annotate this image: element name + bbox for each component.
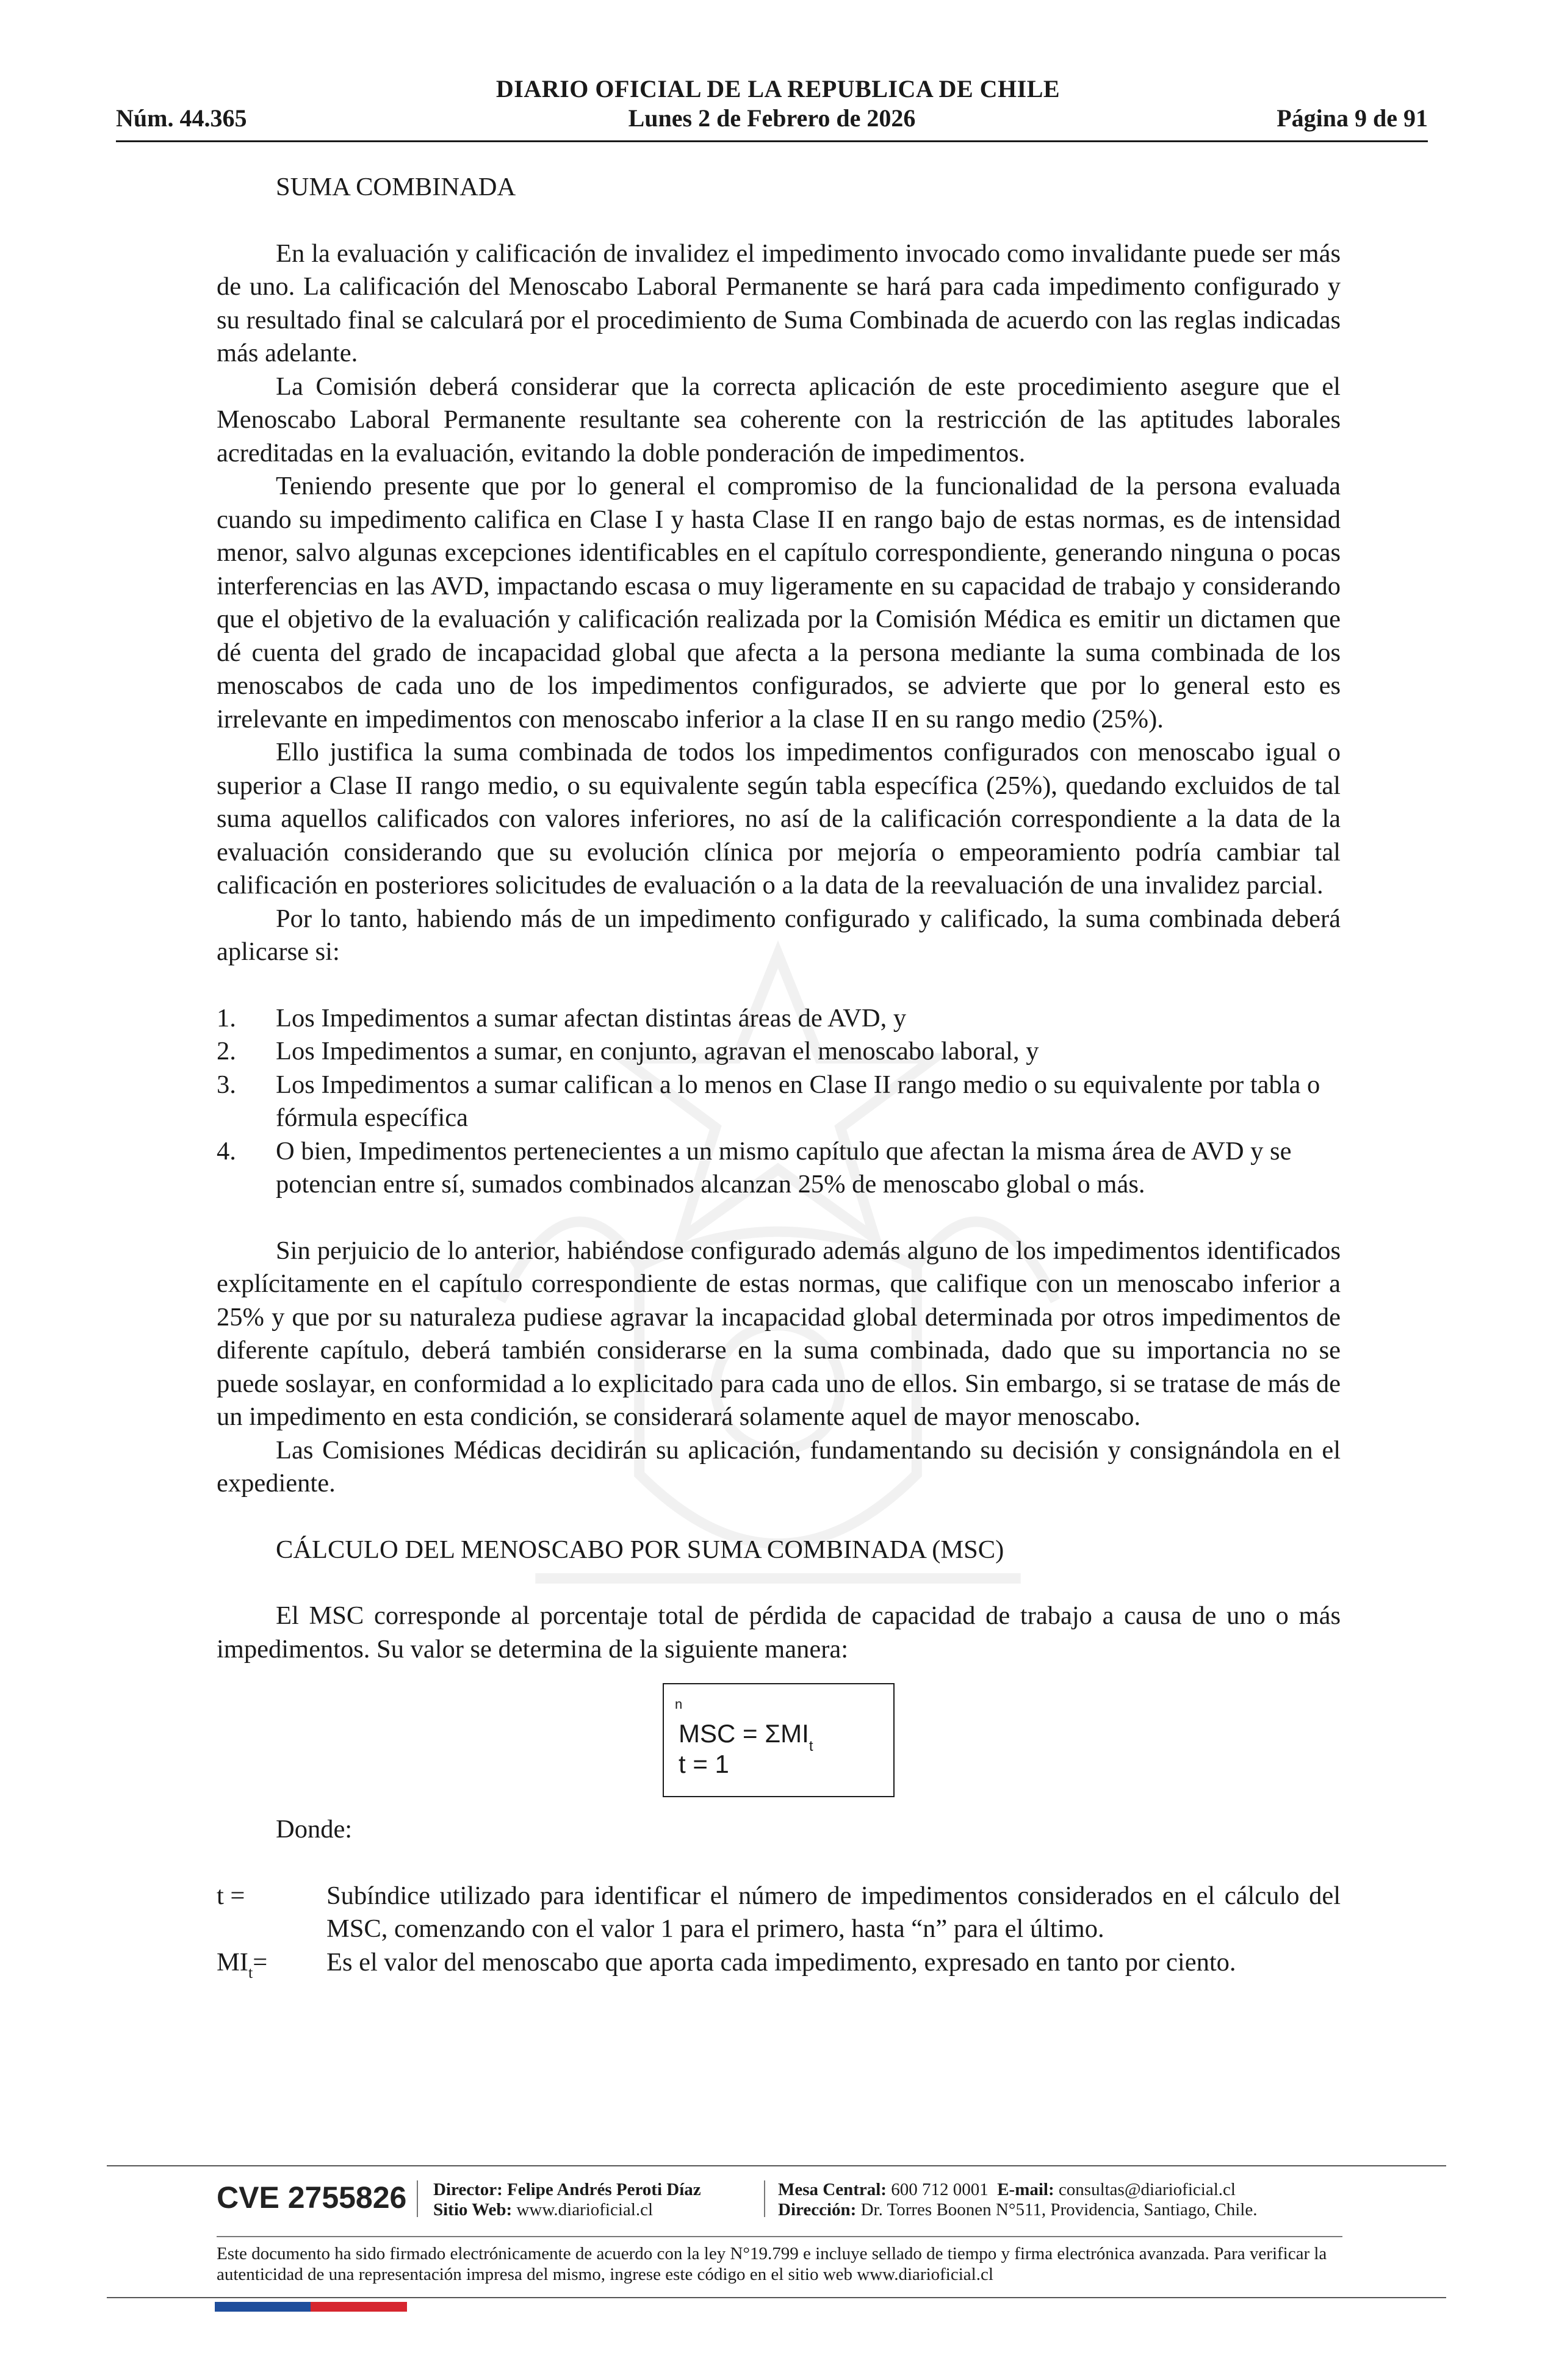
paragraph: El MSC corresponde al porcentaje total de pérdida de capacidad de trabajo a causa de uno o más impedimentos. Su valor se determina de la siguiente manera: — [217, 1601, 1341, 1664]
footer-separator — [764, 2180, 765, 2217]
formula-container — [217, 1683, 1341, 1797]
msc-formula-box — [663, 1683, 895, 1797]
conditions-list — [217, 1002, 1341, 1202]
definition-row — [217, 1880, 1341, 1946]
sum-lower-limit: t = 1 — [679, 1750, 729, 1778]
issue-date: Lunes 2 de Febrero de 2026 — [628, 104, 916, 132]
formula-expression: MSC = $\Sigma MI_t$ — [679, 1719, 813, 1754]
legal-notice: Este documento ha sido firmado electrónicamente de acuerdo con la ley N°19.799 e incluye sellado de tiempo y firma electrónica avanzada. Para verificar la autenticidad de una representación impresa del mismo, ingrese este código en el sitio web www.diarioficial.cl — [217, 2244, 1327, 2284]
list-item: 4. O bien, Impedimentos pertenecientes a un mismo capítulo que afectan la misma área de AVD y se potencian entre sí, sumados combinados alcanzan 25% de menoscabo global o más. — [217, 1136, 1292, 1199]
footer-divider-top — [107, 2165, 1446, 2166]
paragraph: Sin perjuicio de lo anterior, habiéndose configurado además alguno de los impedimentos identificados explícitamente en el capítulo correspondiente de estas normas, que califique con un menoscabo inferior a 25% y que por su naturaleza pudiese agravar la incapacidad global determinada por otros impedimentos de diferente capítulo, deberá también considerarse en la suma combinada, dado que su importancia no se puede soslayar, en conformidad a lo explicitado para cada uno de ellos. Sin embargo, si se tratase de más de un impedimento en esta condición, se considerará solamente aquel de mayor menoscabo. — [217, 1236, 1341, 1431]
header-row — [116, 104, 1428, 135]
issue-number: Núm. 44.365 — [116, 104, 247, 132]
definitions-list — [217, 1880, 1341, 1990]
site-link[interactable]: www.diarioficial.cl — [516, 2200, 654, 2220]
footer-separator — [417, 2180, 418, 2217]
page-number: Página 9 de 91 — [1277, 104, 1428, 132]
list-item: 3. Los Impedimentos a sumar califican a lo menos en Clase II rango medio o su equivalente por tabla o fórmula específica — [217, 1070, 1320, 1132]
paragraph: En la evaluación y calificación de invalidez el impedimento invocado como invalidante puede ser más de uno. La calificación del Menoscabo Laboral Permanente se hará para cada impedimento configurado y su resultado final se calculará por el procedimiento de Suma Combinada de acuerdo con las reglas indicadas más adelante. — [217, 239, 1341, 367]
footer-divider-bottom — [107, 2297, 1446, 2298]
flag-bar-red — [311, 2302, 407, 2312]
paragraph: Ello justifica la suma combinada de todos los impedimentos configurados con menoscabo igual o superior a Clase II rango medio, o su equivalente según tabla específica (25%), quedando excluidos de tal suma aquellos calificados con valores inferiores, no así de la calificación correspondiente a la data de la evaluación considerando que su evolución clínica por mejoría o empeoramiento podría cambiar tal calificación en posteriores solicitudes de evaluación o a la data de la reevaluación de una invalidez parcial. — [217, 738, 1341, 900]
publication-title: DIARIO OFICIAL DE LA REPUBLICA DE CHILE — [495, 75, 1061, 103]
paragraph: Las Comisiones Médicas decidirán su aplicación, fundamentando su decisión y consignándola en el expediente. — [217, 1435, 1341, 1498]
definition-term: t = — [217, 1881, 245, 1910]
sum-upper-limit: n — [675, 1697, 683, 1712]
footer-contact-info: Mesa Central: 600 712 0001 E-mail: consultas@diarioficial.cl Dirección: Dr. Torres Boonen N°511, Providencia, Santiago, Chile. — [778, 2180, 1258, 2220]
cve-code: CVE 2755826 — [217, 2180, 407, 2215]
definition-row — [217, 1946, 1341, 1990]
document-body — [217, 171, 1341, 1989]
definition-description: Es el valor del menoscabo que aporta cada impedimento, expresado en tanto por ciento. — [326, 1947, 1236, 1977]
paragraph: Por lo tanto, habiendo más de un impedimento configurado y calificado, la suma combinada deberá aplicarse si: — [217, 904, 1341, 966]
list-item: 2. Los Impedimentos a sumar, en conjunto, agravan el menoscabo laboral, y — [217, 1037, 1039, 1066]
paragraph: Teniendo presente que por lo general el compromiso de la funcionalidad de la persona evaluada cuando su impedimento califica en Clase I y hasta Clase II en rango bajo de estas normas, es de intensidad menor, salvo algunas excepciones identificables en el capítulo correspondiente, generando ninguna o pocas interferencias en las AVD, impactando escasa o muy ligeramente en su capacidad de trabajo y considerando que el objetivo de la evaluación y calificación realizada por la Comisión Médica es emitir un dictamen que dé cuenta del grado de incapacidad global que afecta a la persona mediante la suma combinada de los menoscabos de cada uno de los impedimentos configurados, se advierte que por lo general esto es irrelevante en impedimentos con menoscabo inferior a la clase II en su rango medio (25%). — [217, 472, 1341, 734]
definition-term: $MI_t=$ — [217, 1947, 268, 1982]
list-item: 1. Los Impedimentos a sumar afectan distintas áreas de AVD, y — [217, 1003, 907, 1033]
section-title-calculo-msc: CÁLCULO DEL MENOSCABO POR SUMA COMBINADA (MSC) — [276, 1535, 1004, 1564]
header-divider — [116, 140, 1428, 142]
email-link[interactable]: consultas@diarioficial.cl — [1058, 2180, 1236, 2199]
paragraph: La Comisión deberá considerar que la correcta aplicación de este procedimiento asegure que el Menoscabo Laboral Permanente resultante sea coherente con la restricción de las aptitudes laborales acreditadas en la evaluación, evitando la doble ponderación de impedimentos. — [217, 372, 1341, 467]
definition-description: Subíndice utilizado para identificar el número de impedimentos considerados en el cálculo del MSC, comenzando con el valor 1 para el primero, hasta “n” para el último. — [326, 1881, 1341, 1943]
footer-divider-mid — [217, 2236, 1342, 2237]
flag-bar-blue — [215, 2302, 311, 2312]
section-title-suma-combinada: SUMA COMBINADA — [276, 173, 516, 201]
footer-director-info: Director: Felipe Andrés Peroti Díaz Sitio Web: www.diarioficial.cl — [433, 2180, 701, 2220]
where-label: Donde: — [276, 1815, 353, 1844]
